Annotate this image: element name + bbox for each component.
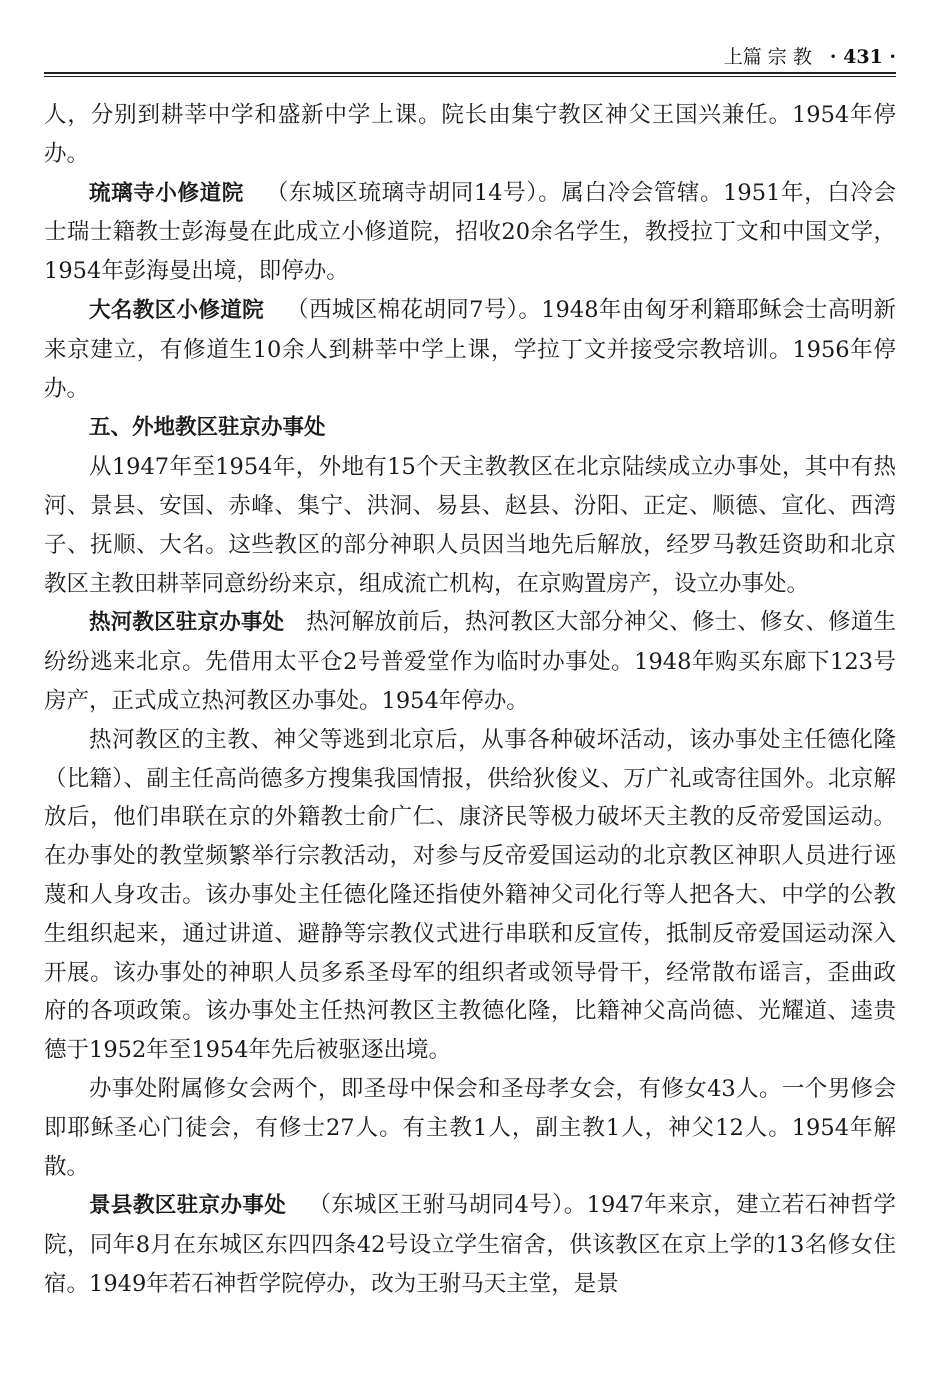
entry-text: （东城区王驸马胡同4号）。1947年来京，建立若石神哲学院，同年8月在东城区东四四条42号设立学生宿舍，供该教区在京上学的13名修女住宿。1949年若石神哲学院停办，改为王驸马天主堂，是景 — [44, 1192, 896, 1297]
entry-text: 热河解放前后，热河教区大部分神父、修士、修女、修道生纷纷逃来北京。先借用太平仓2号普爱堂作为临时办事处。1948年购买东廊下123号房产，正式成立热河教区办事处。1954年停办。 — [44, 609, 896, 714]
header-rule-thin — [44, 76, 896, 77]
paragraph-continued: 人，分别到耕莘中学和盛新中学上课。院长由集宁教区神父王国兴兼任。1954年停办。 — [44, 102, 896, 167]
running-header — [44, 44, 896, 70]
entry-text: （西城区棉花胡同7号）。1948年由匈牙利籍耶稣会士高明新来京建立，有修道生10余人到耕莘中学上课，学拉丁文并接受宗教培训。1956年停办。 — [44, 296, 896, 402]
entry-title: 大名教区小修道院 — [89, 297, 265, 323]
entry-jingxian-office — [44, 1186, 896, 1303]
header-rule-thick — [44, 72, 896, 74]
page-number: · 431 · — [829, 46, 896, 68]
paragraph-rehe-activities: 热河教区的主教、神父等逃到北京后，从事各种破坏活动，该办事处主任德化隆（比籍）、副主任高尚德多方搜集我国情报，供给狄俊义、万广礼或寄往国外。北京解放后，他们串联在京的外籍教士俞广仁、康济民等极力破坏天主教的反帝爱国运动。在办事处的教堂频繁举行宗教活动，对参与反帝爱国运动的北京教区神职人员进行诬蔑和人身攻击。该办事处主任德化隆还指使外籍神父司化行等人把各大、中学的公教生组织起来，通过讲道、避静等宗教仪式进行串联和反宣传，抵制反帝爱国运动深入开展。该办事处的神职人员多系圣母军的组织者或领导骨干，经常散布谣言，歪曲政府的各项政策。该办事处主任热河教区主教德化隆，比籍神父高尚德、光耀道、逵贵德于1952年至1954年先后被驱逐出境。 — [44, 726, 896, 1064]
entry-daming-seminary — [44, 291, 896, 408]
page-body — [44, 96, 896, 1304]
paragraph-rehe-orders: 办事处附属修女会两个，即圣母中保会和圣母孝女会，有修女43人。一个男修会即耶稣圣心门徒会，有修士27人。有主教1人，副主教1人，神父12人。1954年解散。 — [44, 1075, 896, 1180]
section-heading: 五、外地教区驻京办事处 — [89, 415, 326, 441]
entry-liulisi-seminary — [44, 174, 896, 291]
entry-title: 热河教区驻京办事处 — [89, 610, 285, 636]
entry-text: （东城区琉璃寺胡同14号）。属白冷会管辖。1951年，白冷会士瑞士籍教士彭海曼在此成立小修道院，招收20余名学生，教授拉丁文和中国文学，1954年彭海曼出境，即停办。 — [44, 179, 896, 285]
entry-rehe-office — [44, 603, 896, 720]
section-title: 上篇 宗 教 — [723, 46, 812, 68]
entry-title: 景县教区驻京办事处 — [89, 1193, 287, 1219]
paragraph-intro: 从1947年至1954年，外地有15个天主教教区在北京陆续成立办事处，其中有热河、景县、安国、赤峰、集宁、洪洞、易县、赵县、汾阳、正定、顺德、宣化、西湾子、抚顺、大名。这些教区的部分神职人员因当地先后解放，经罗马教廷资助和北京教区主教田耕莘同意纷纷来京，组成流亡机构，在京购置房产，设立办事处。 — [44, 454, 896, 597]
entry-title: 琉璃寺小修道院 — [89, 180, 244, 206]
